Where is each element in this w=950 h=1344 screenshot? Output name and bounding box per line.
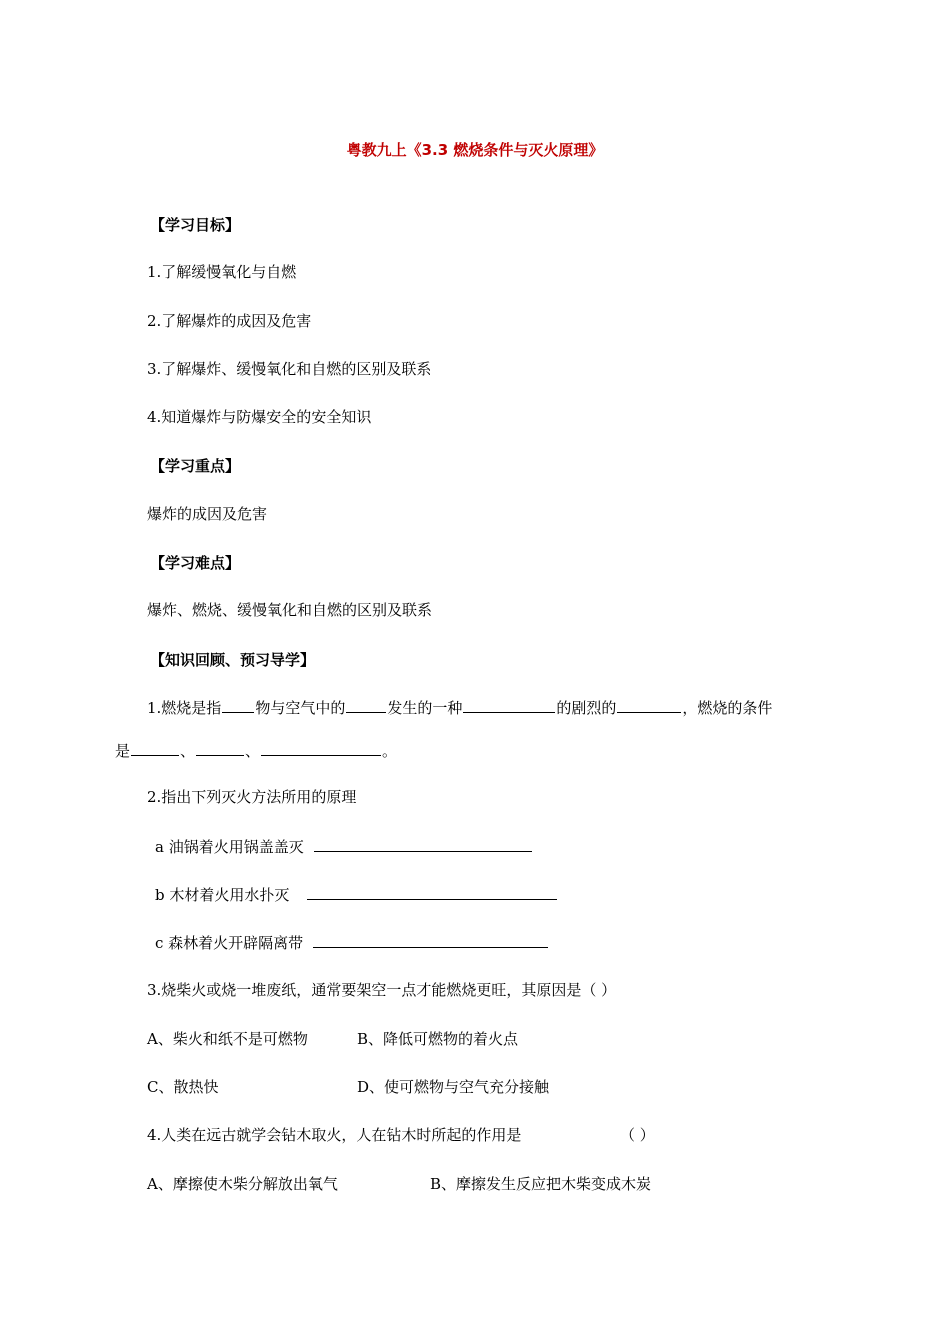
difficulty-heading: 【学习难点】 [150,554,241,572]
q4-option-b[interactable]: B、摩擦发生反应把木柴变成木炭 [430,1175,652,1193]
question-2-a [155,836,533,857]
q2-c-blank[interactable] [313,932,548,948]
question-1-line-1 [147,697,772,718]
focus-text: 爆炸的成因及危害 [147,505,268,523]
q3-option-c[interactable]: C、散热快 [147,1078,219,1096]
q1-sep-1: 、 [180,742,196,760]
document-title: 粤教九上《3.3 燃烧条件与灭火原理》 [346,141,604,159]
q1-blank-6[interactable] [196,740,244,756]
q1-sep-2: 、 [245,742,261,760]
q1-blank-2[interactable] [346,697,386,713]
objectives-heading: 【学习目标】 [150,216,241,234]
q2-b-text: b 木材着火用水扑灭 [155,886,290,904]
q3-option-d[interactable]: D、使可燃物与空气充分接触 [357,1078,550,1096]
q1-part-3: 发生的一种 [387,699,463,717]
q2-c-text: c 森林着火开辟隔离带 [155,934,304,952]
objective-4: 4.知道爆炸与防爆安全的安全知识 [147,408,372,426]
objective-2: 2.了解爆炸的成因及危害 [147,312,312,330]
q1-end: 。 [382,742,398,760]
q1-part-1: 1.燃烧是指 [147,699,222,717]
question-4: 4.人类在远古就学会钻木取火，人在钻木时所起的作用是 [147,1126,522,1144]
focus-heading: 【学习重点】 [150,457,241,475]
question-3: 3.烧柴火或烧一堆废纸，通常要架空一点才能燃烧更旺，其原因是（ ） [147,981,617,999]
question-2-c [155,932,549,953]
q3-option-b[interactable]: B、降低可燃物的着火点 [357,1030,519,1048]
question-1-line-2 [115,740,397,761]
question-2: 2.指出下列灭火方法所用的原理 [147,788,357,806]
q1-part-5: ，燃烧的条件 [682,699,773,717]
objective-1: 1.了解缓慢氧化与自燃 [147,263,297,281]
q1-blank-1[interactable] [222,697,254,713]
q3-option-a[interactable]: A、柴火和纸不是可燃物 [147,1030,308,1048]
q2-b-blank[interactable] [307,884,557,900]
q2-a-text: a 油锅着火用锅盖盖灭 [155,838,304,856]
q1-part-4: 的剧烈的 [556,699,617,717]
q4-option-a[interactable]: A、摩擦使木柴分解放出氧气 [147,1175,338,1193]
q1-blank-3[interactable] [463,697,555,713]
q1-blank-4[interactable] [617,697,681,713]
q1-part-6: 是 [115,742,131,760]
objective-3: 3.了解爆炸、缓慢氧化和自燃的区别及联系 [147,360,432,378]
q1-blank-5[interactable] [131,740,179,756]
q4-answer-paren: （ ） [620,1126,655,1144]
q1-part-2: 物与空气中的 [255,699,346,717]
review-heading: 【知识回顾、预习导学】 [150,651,316,669]
difficulty-text: 爆炸、燃烧、缓慢氧化和自燃的区别及联系 [147,601,433,619]
question-2-b [155,884,558,905]
q1-blank-7[interactable] [261,740,381,756]
q2-a-blank[interactable] [314,836,532,852]
